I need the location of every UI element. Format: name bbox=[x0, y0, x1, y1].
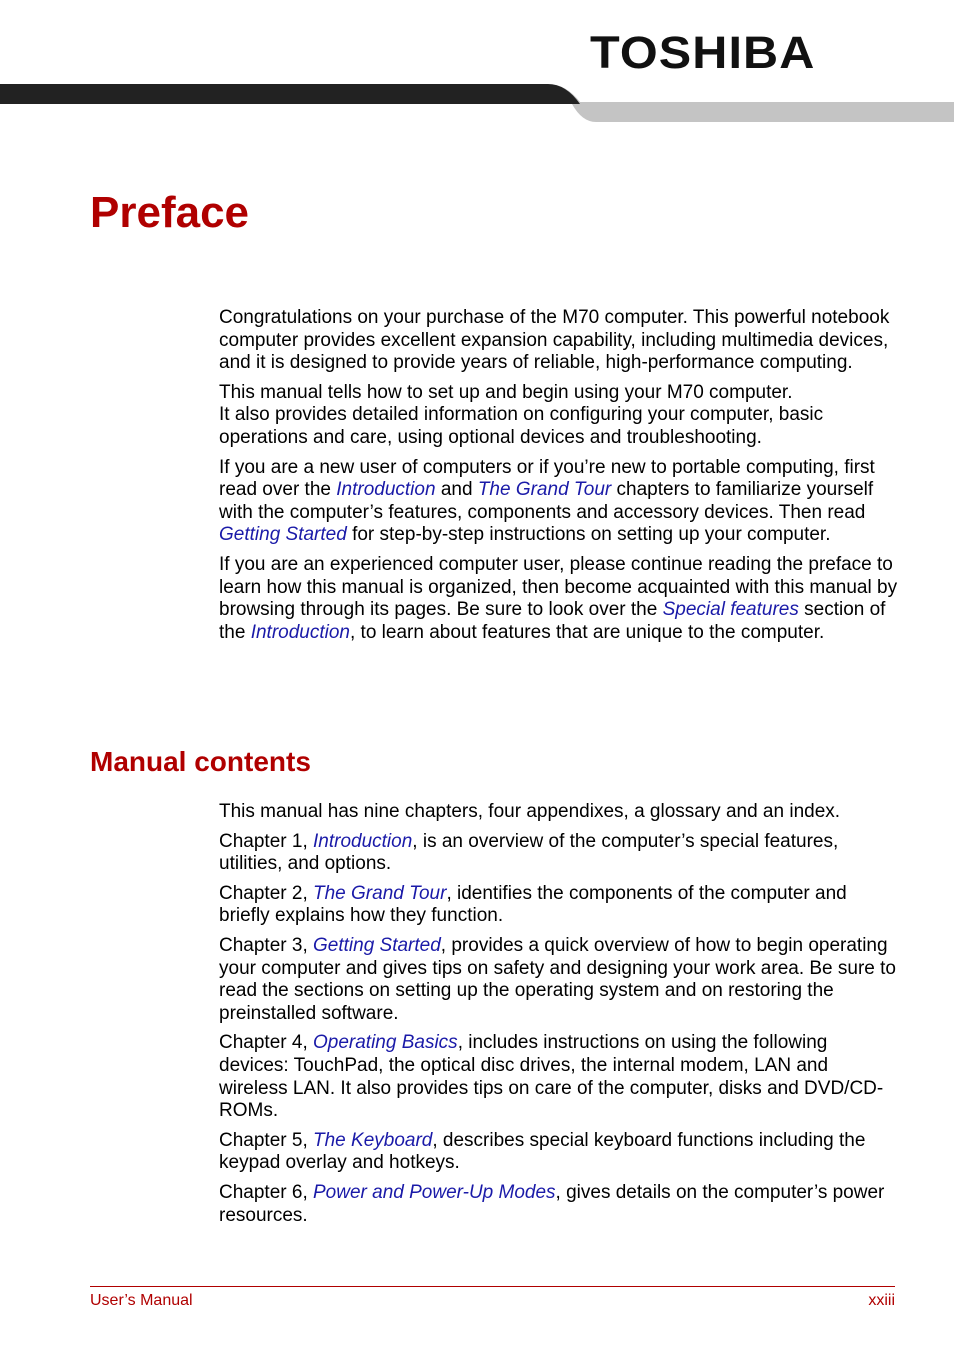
page-title: Preface bbox=[90, 188, 250, 237]
chapter-description: , includes instructions on using the following devices: TouchPad, the optical disc drives, the internal modem, LAN and wireless LAN. It also provides tips on care of the computer, disks and DVD/CD-ROMs. bbox=[219, 1032, 884, 1122]
chapter-link[interactable]: Introduction bbox=[313, 830, 413, 852]
intro-section bbox=[219, 307, 899, 644]
text-run: , to learn about features that are unique to the computer. bbox=[350, 621, 825, 643]
intro-paragraph-4 bbox=[219, 554, 899, 644]
chapter-description: , provides a quick overview of how to begin operating your computer and gives tips on safety and designing your work area. Be sure to read the sections on setting up the operating system and on restoring the preinstalled software. bbox=[219, 934, 896, 1024]
chapter-prefix: Chapter 3, bbox=[219, 934, 313, 956]
chapter-entry bbox=[219, 831, 899, 876]
link-the-grand-tour[interactable]: The Grand Tour bbox=[477, 479, 612, 501]
chapter-description: , gives details on the computer’s power resources. bbox=[219, 1181, 885, 1226]
link-getting-started[interactable]: Getting Started bbox=[219, 524, 347, 546]
chapter-link[interactable]: Operating Basics bbox=[313, 1032, 458, 1054]
intro-paragraph-3 bbox=[219, 457, 899, 547]
chapter-prefix: Chapter 2, bbox=[219, 882, 313, 904]
manual-summary: This manual has nine chapters, four appendixes, a glossary and an index. bbox=[219, 801, 841, 822]
chapter-entry bbox=[219, 883, 899, 928]
intro-paragraph-1: Congratulations on your purchase of the M70 computer. This powerful notebook computer provides excellent expansion capability, including multimedia devices, and it is designed to provide years of reliable, high-performance computing. bbox=[219, 307, 890, 374]
chapter-description: , is an overview of the computer’s special features, utilities, and options. bbox=[219, 830, 839, 875]
link-introduction[interactable]: Introduction bbox=[336, 479, 436, 501]
link-special-features[interactable]: Special features bbox=[662, 599, 799, 621]
text-run: for step-by-step instructions on setting up your computer. bbox=[346, 524, 831, 546]
chapter-description: , identifies the components of the computer and briefly explains how they function. bbox=[219, 882, 847, 927]
chapter-entry bbox=[219, 935, 899, 1025]
link-introduction[interactable]: Introduction bbox=[250, 621, 350, 643]
chapter-description: , describes special keyboard functions including the keypad overlay and hotkeys. bbox=[219, 1129, 866, 1174]
chapter-link[interactable]: Getting Started bbox=[313, 934, 441, 956]
header-band bbox=[0, 80, 954, 130]
chapter-prefix: Chapter 4, bbox=[219, 1032, 313, 1054]
intro-paragraph-2-line-2: It also provides detailed information on configuring your computer, basic operations and care, using optional devices and troubleshooting. bbox=[219, 404, 824, 448]
chapter-entry bbox=[219, 1182, 899, 1227]
page-number: xxiii bbox=[868, 1292, 895, 1309]
chapter-link[interactable]: The Grand Tour bbox=[313, 882, 447, 904]
text-run: If you are an experienced computer user, please continue reading the preface to learn how this manual is organized, then become acquainted with this manual by browsing through its pages. Be sure to look over the bbox=[219, 553, 898, 621]
manual-contents-section bbox=[219, 801, 899, 1227]
chapter-entry bbox=[219, 1130, 899, 1175]
chapter-link[interactable]: The Keyboard bbox=[313, 1129, 433, 1151]
footer-manual-title: User’s Manual bbox=[90, 1292, 193, 1309]
intro-paragraph-2-line-1: This manual tells how to set up and begin using your M70 computer. bbox=[219, 381, 793, 403]
chapter-entry bbox=[219, 1032, 899, 1122]
text-run: section of the bbox=[219, 599, 886, 643]
chapter-prefix: Chapter 1, bbox=[219, 830, 313, 852]
section-heading-manual-contents: Manual contents bbox=[90, 746, 311, 777]
toshiba-logo: TOSHIBA bbox=[590, 27, 816, 78]
text-run: If you are a new user of computers or if you’re new to portable computing, first read over the bbox=[219, 456, 875, 501]
chapter-link[interactable]: Power and Power-Up Modes bbox=[313, 1181, 556, 1203]
chapter-prefix: Chapter 5, bbox=[219, 1129, 313, 1151]
intro-paragraph-2 bbox=[219, 382, 899, 450]
text-run: chapters to familiarize yourself with the computer’s features, components and accessory devices. Then read bbox=[219, 479, 874, 523]
text-run: and bbox=[435, 479, 478, 501]
footer-divider bbox=[90, 1286, 895, 1287]
chapter-prefix: Chapter 6, bbox=[219, 1181, 313, 1203]
